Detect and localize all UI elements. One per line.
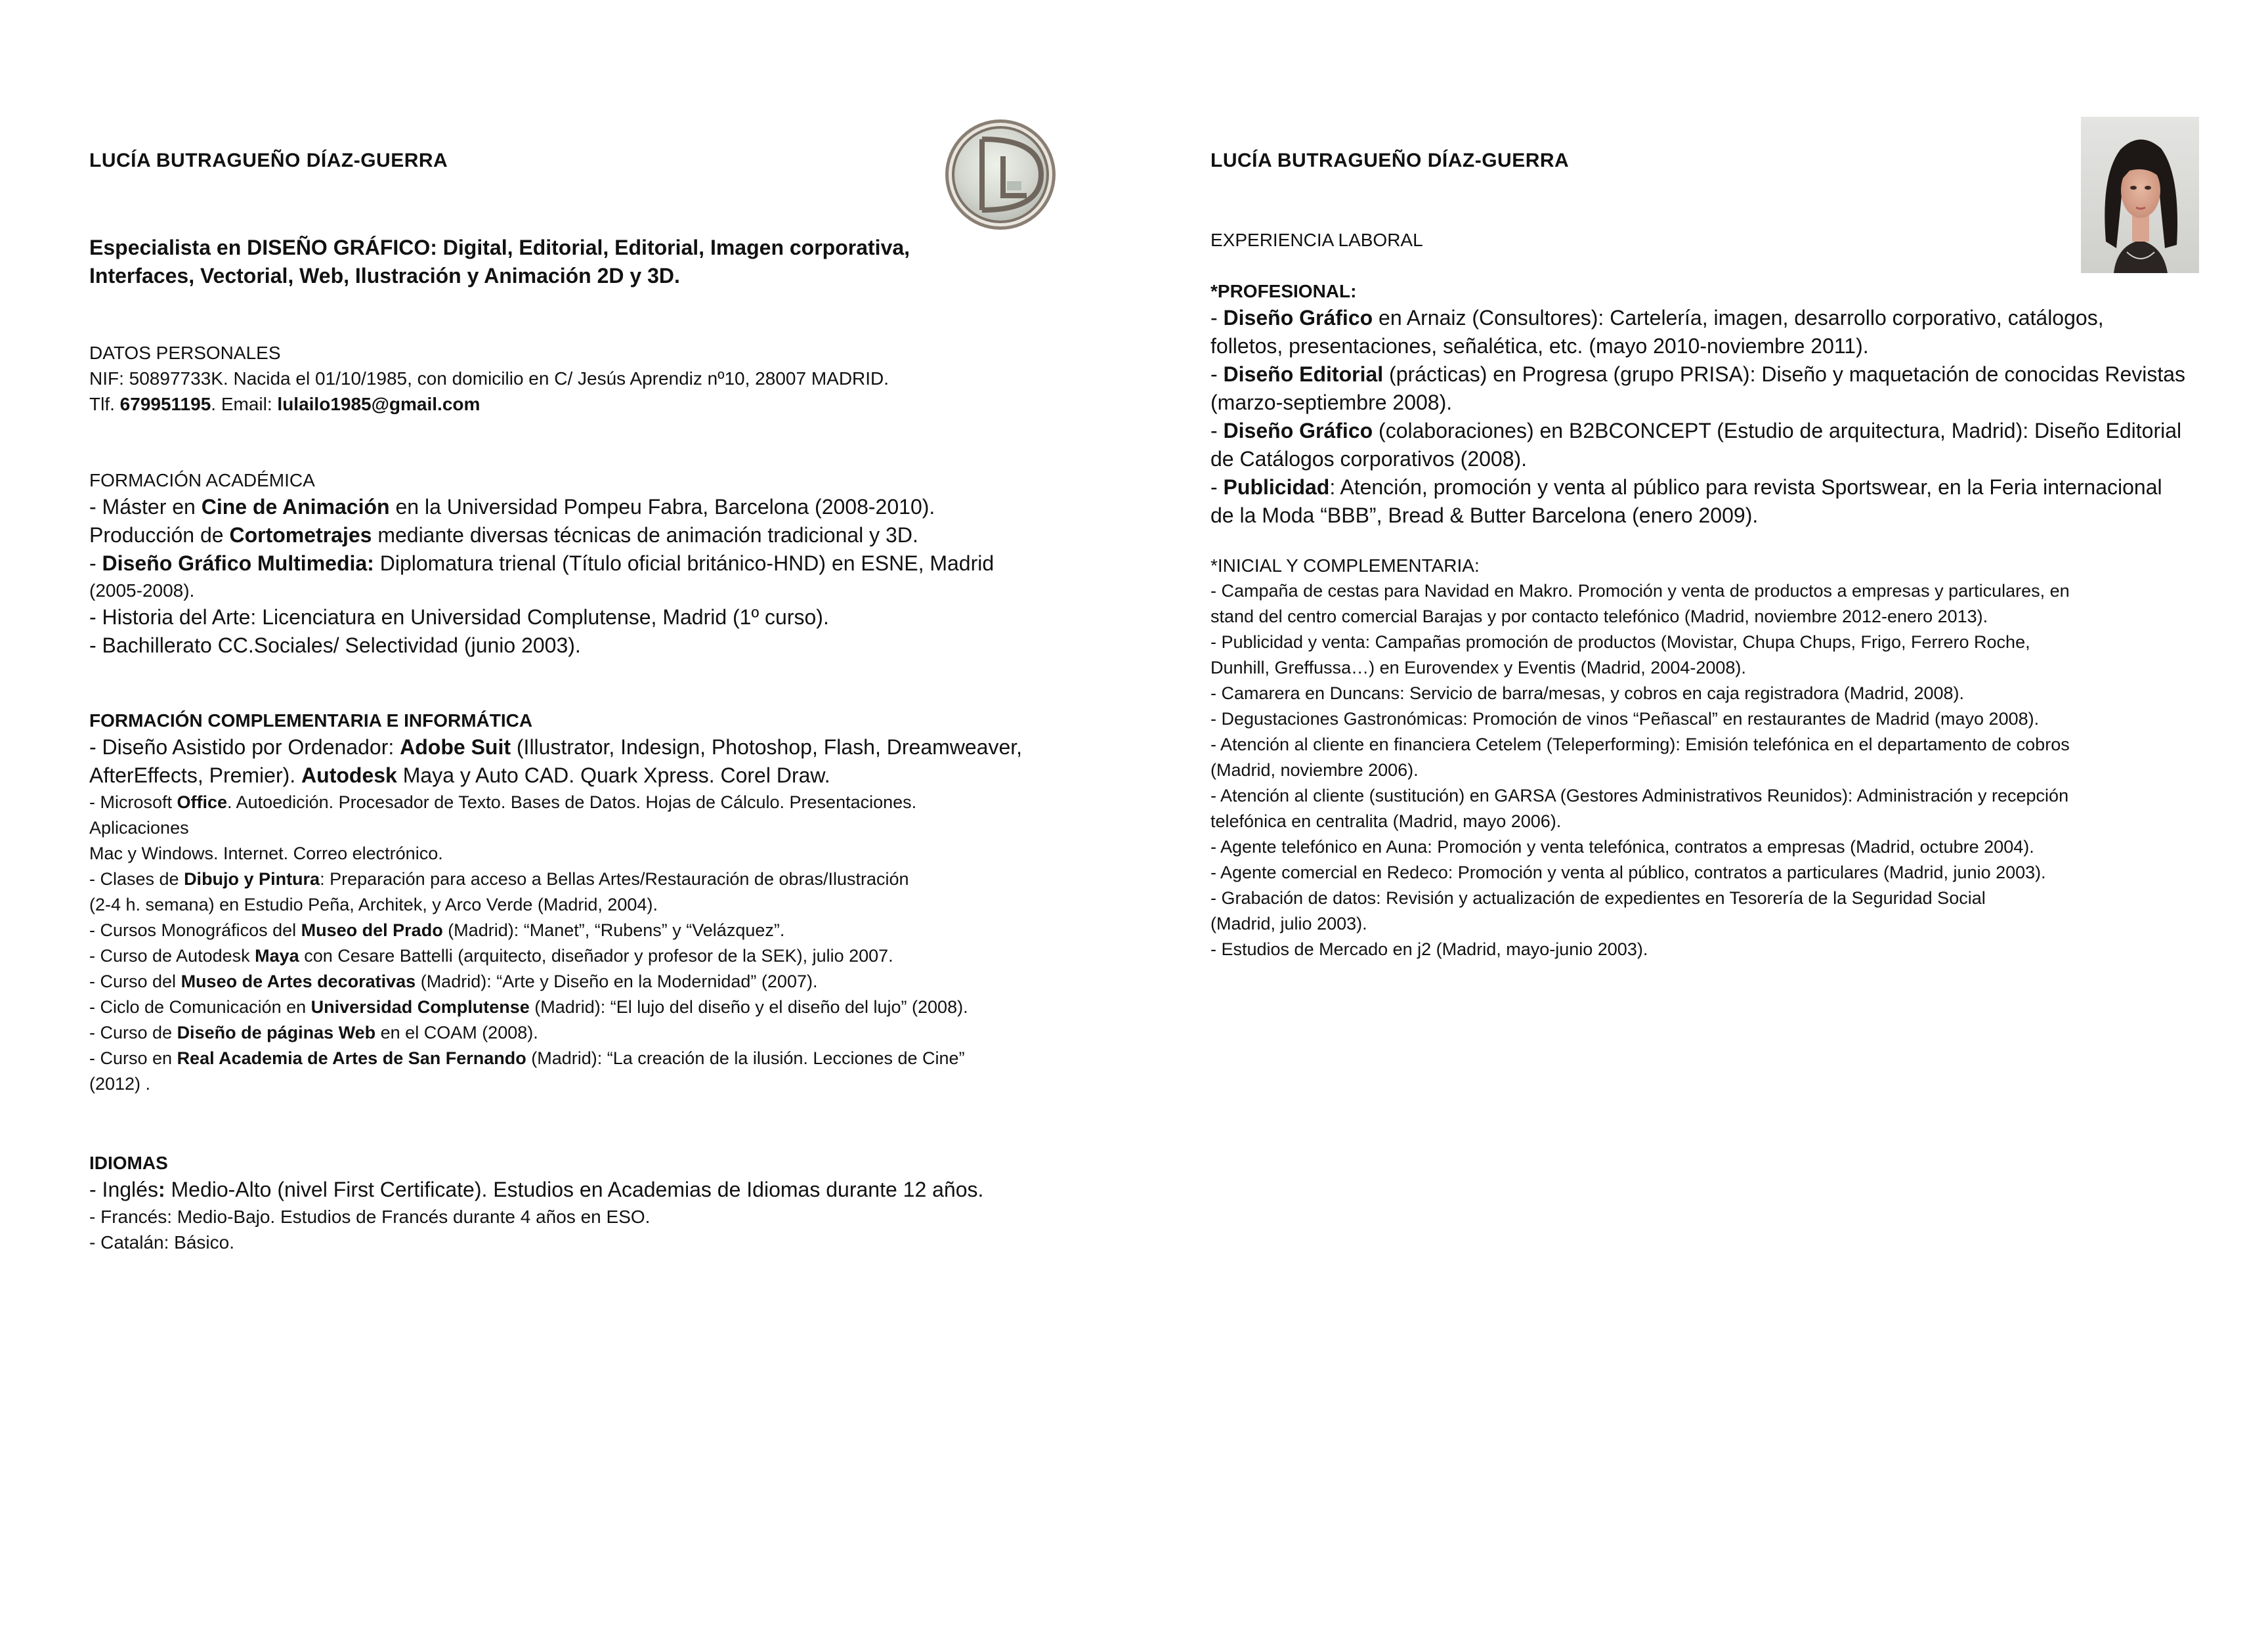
list-item: - Ciclo de Comunicación en Universidad Complutense (Madrid): “El lujo del diseño y el diseño del lujo” (2008). (89, 997, 968, 1017)
contact-line: Tlf. 679951195. Email: lulailo1985@gmail.com (89, 394, 481, 414)
section-heading: *INICIAL Y COMPLEMENTARIA: (1210, 555, 1480, 576)
section-heading: *PROFESIONAL: (1210, 281, 1357, 301)
list-item: - Publicidad y venta: Campañas promoción de productos (Movistar, Chupa Chups, Frigo, Ferrero Roche, (1210, 632, 2030, 652)
list-item: - Atención al cliente en financiera Cetelem (Teleperforming): Emisión telefónica en el departamento de cobros (1210, 735, 2070, 754)
personal-data-section (89, 340, 889, 417)
list-item: (2012) . (89, 1074, 151, 1094)
list-item: (marzo-septiembre 2008). (1210, 391, 1453, 414)
list-item: (2005-2008). (89, 580, 195, 601)
professional-section (1210, 278, 2185, 530)
section-heading: IDIOMAS (89, 1153, 168, 1173)
list-item: Mac y Windows. Internet. Correo electrónico. (89, 844, 443, 863)
list-item: - Microsoft Office. Autoedición. Procesador de Texto. Bases de Datos. Hojas de Cálculo. Presentaciones. (89, 792, 917, 812)
list-item: Dunhill, Greffussa…) en Eurovendex y Eventis (Madrid, 2004-2008). (1210, 658, 1746, 677)
list-item: - Historia del Arte: Licenciatura en Universidad Complutense, Madrid (1º curso). (89, 605, 829, 629)
list-item: - Catalán: Básico. (89, 1232, 234, 1253)
list-item: de la Moda “BBB”, Bread & Butter Barcelona (enero 2009). (1210, 503, 1759, 527)
list-item: - Diseño Gráfico (colaboraciones) en B2BCONCEPT (Estudio de arquitectura, Madrid): Diseño Editorial (1210, 419, 2182, 442)
list-item: - Degustaciones Gastronómicas: Promoción de vinos “Peñascal” en restaurantes de Madrid (mayo 2008). (1210, 709, 2040, 729)
email-address: lulailo1985@gmail.com (277, 394, 481, 414)
list-item: - Curso del Museo de Artes decorativas (Madrid): “Arte y Diseño en la Modernidad” (2007). (89, 972, 818, 991)
academic-section (89, 467, 994, 660)
specialty (89, 234, 910, 290)
section-heading: FORMACIÓN COMPLEMENTARIA E INFORMÁTICA (89, 710, 533, 731)
list-item: - Inglés: Medio-Alto (nivel First Certificate). Estudios en Academias de Idiomas durante 12 años. (89, 1178, 984, 1201)
list-item: - Camarera en Duncans: Servicio de barra/mesas, y cobros en caja registradora (Madrid, 2008). (1210, 683, 1965, 703)
list-item: - Clases de Dibujo y Pintura: Preparación para acceso a Bellas Artes/Restauración de obras/Ilustración (89, 869, 909, 889)
list-item: de Catálogos corporativos (2008). (1210, 447, 1528, 471)
list-item: - Diseño Gráfico en Arnaiz (Consultores): Cartelería, imagen, desarrollo corporativo, catálogos, (1210, 306, 2104, 330)
list-item: - Curso de Autodesk Maya con Cesare Battelli (arquitecto, diseñador y profesor de la SEK), julio 2007. (89, 946, 893, 966)
list-item: - Publicidad: Atención, promoción y venta al público para revista Sportswear, en la Feria internacional (1210, 475, 2162, 499)
list-item: - Diseño Editorial (prácticas) en Progresa (grupo PRISA): Diseño y maquetación de conocidas Revistas (1210, 362, 2186, 386)
specialty-line: Especialista en DISEÑO GRÁFICO: Digital, Editorial, Editorial, Imagen corporativa, (89, 236, 910, 259)
monogram-logo-icon (943, 117, 1058, 232)
nif-line: NIF: 50897733K. Nacida el 01/10/1985, con domicilio en C/ Jesús Aprendiz nº10, 28007 MADRID. (89, 368, 889, 389)
languages-section (89, 1150, 983, 1255)
list-item: - Cursos Monográficos del Museo del Prado (Madrid): “Manet”, “Rubens” y “Velázquez”. (89, 920, 785, 940)
phone-number: 679951195 (119, 394, 211, 414)
list-item: - Diseño Asistido por Ordenador: Adobe Suit (Illustrator, Indesign, Photoshop, Flash, Dreamweaver, (89, 735, 1023, 759)
list-item: - Atención al cliente (sustitución) en GARSA (Gestores Administrativos Reunidos): Administración y recepción (1210, 786, 2069, 805)
list-item: - Grabación de datos: Revisión y actualización de expedientes en Tesorería de la Seguridad Social (1210, 888, 1986, 908)
experience-heading (1210, 227, 1423, 253)
list-item: (2-4 h. semana) en Estudio Peña, Architek, y Arco Verde (Madrid, 2004). (89, 895, 658, 914)
list-item: - Curso de Diseño de páginas Web en el COAM (2008). (89, 1023, 538, 1042)
complementary-section (89, 708, 1022, 1097)
list-item: - Curso en Real Academia de Artes de San Fernando (Madrid): “La creación de la ilusión. Lecciones de Cine” (89, 1048, 965, 1068)
list-item: - Bachillerato CC.Sociales/ Selectividad (junio 2003). (89, 633, 581, 657)
candidate-name: LUCÍA BUTRAGUEÑO DÍAZ-GUERRA (89, 150, 448, 171)
list-item: - Estudios de Mercado en j2 (Madrid, mayo-junio 2003). (1210, 939, 1648, 959)
list-item: - Francés: Medio-Bajo. Estudios de Francés durante 4 años en ESO. (89, 1207, 651, 1227)
list-item: Aplicaciones (89, 818, 189, 838)
list-item: - Agente comercial en Redeco: Promoción y venta al público, contratos a particulares (Madrid, junio 2003). (1210, 863, 2046, 882)
list-item: (Madrid, julio 2003). (1210, 914, 1367, 933)
list-item: - Diseño Gráfico Multimedia: Diplomatura trienal (Título oficial británico-HND) en ESNE, Madrid (89, 551, 995, 575)
initial-section (1210, 553, 2070, 962)
list-item: - Agente telefónico en Auna: Promoción y venta telefónica, contratos a empresas (Madrid, octubre 2004). (1210, 837, 2034, 857)
section-heading: EXPERIENCIA LABORAL (1210, 230, 1423, 250)
list-item: folletos, presentaciones, señalética, etc. (mayo 2010-noviembre 2011). (1210, 334, 1869, 358)
section-heading: FORMACIÓN ACADÉMICA (89, 470, 315, 490)
list-item: Producción de Cortometrajes mediante diversas técnicas de animación tradicional y 3D. (89, 523, 918, 547)
portrait-photo (2081, 117, 2199, 273)
list-item: telefónica en centralita (Madrid, mayo 2006). (1210, 811, 1562, 831)
section-heading: DATOS PERSONALES (89, 343, 281, 363)
list-item: - Campaña de cestas para Navidad en Makro. Promoción y venta de productos a empresas y particulares, en (1210, 581, 2070, 601)
specialty-line: Interfaces, Vectorial, Web, Ilustración y Animación 2D y 3D. (89, 264, 680, 288)
candidate-name: LUCÍA BUTRAGUEÑO DÍAZ-GUERRA (1210, 150, 1570, 171)
list-item: (Madrid, noviembre 2006). (1210, 760, 1419, 780)
list-item: AfterEffects, Premier). Autodesk Maya y Auto CAD. Quark Xpress. Corel Draw. (89, 763, 830, 787)
list-item: - Máster en Cine de Animación en la Universidad Pompeu Fabra, Barcelona (2008-2010). (89, 495, 935, 519)
list-item: stand del centro comercial Barajas y por contacto telefónico (Madrid, noviembre 2012-enero 2013). (1210, 607, 1988, 626)
